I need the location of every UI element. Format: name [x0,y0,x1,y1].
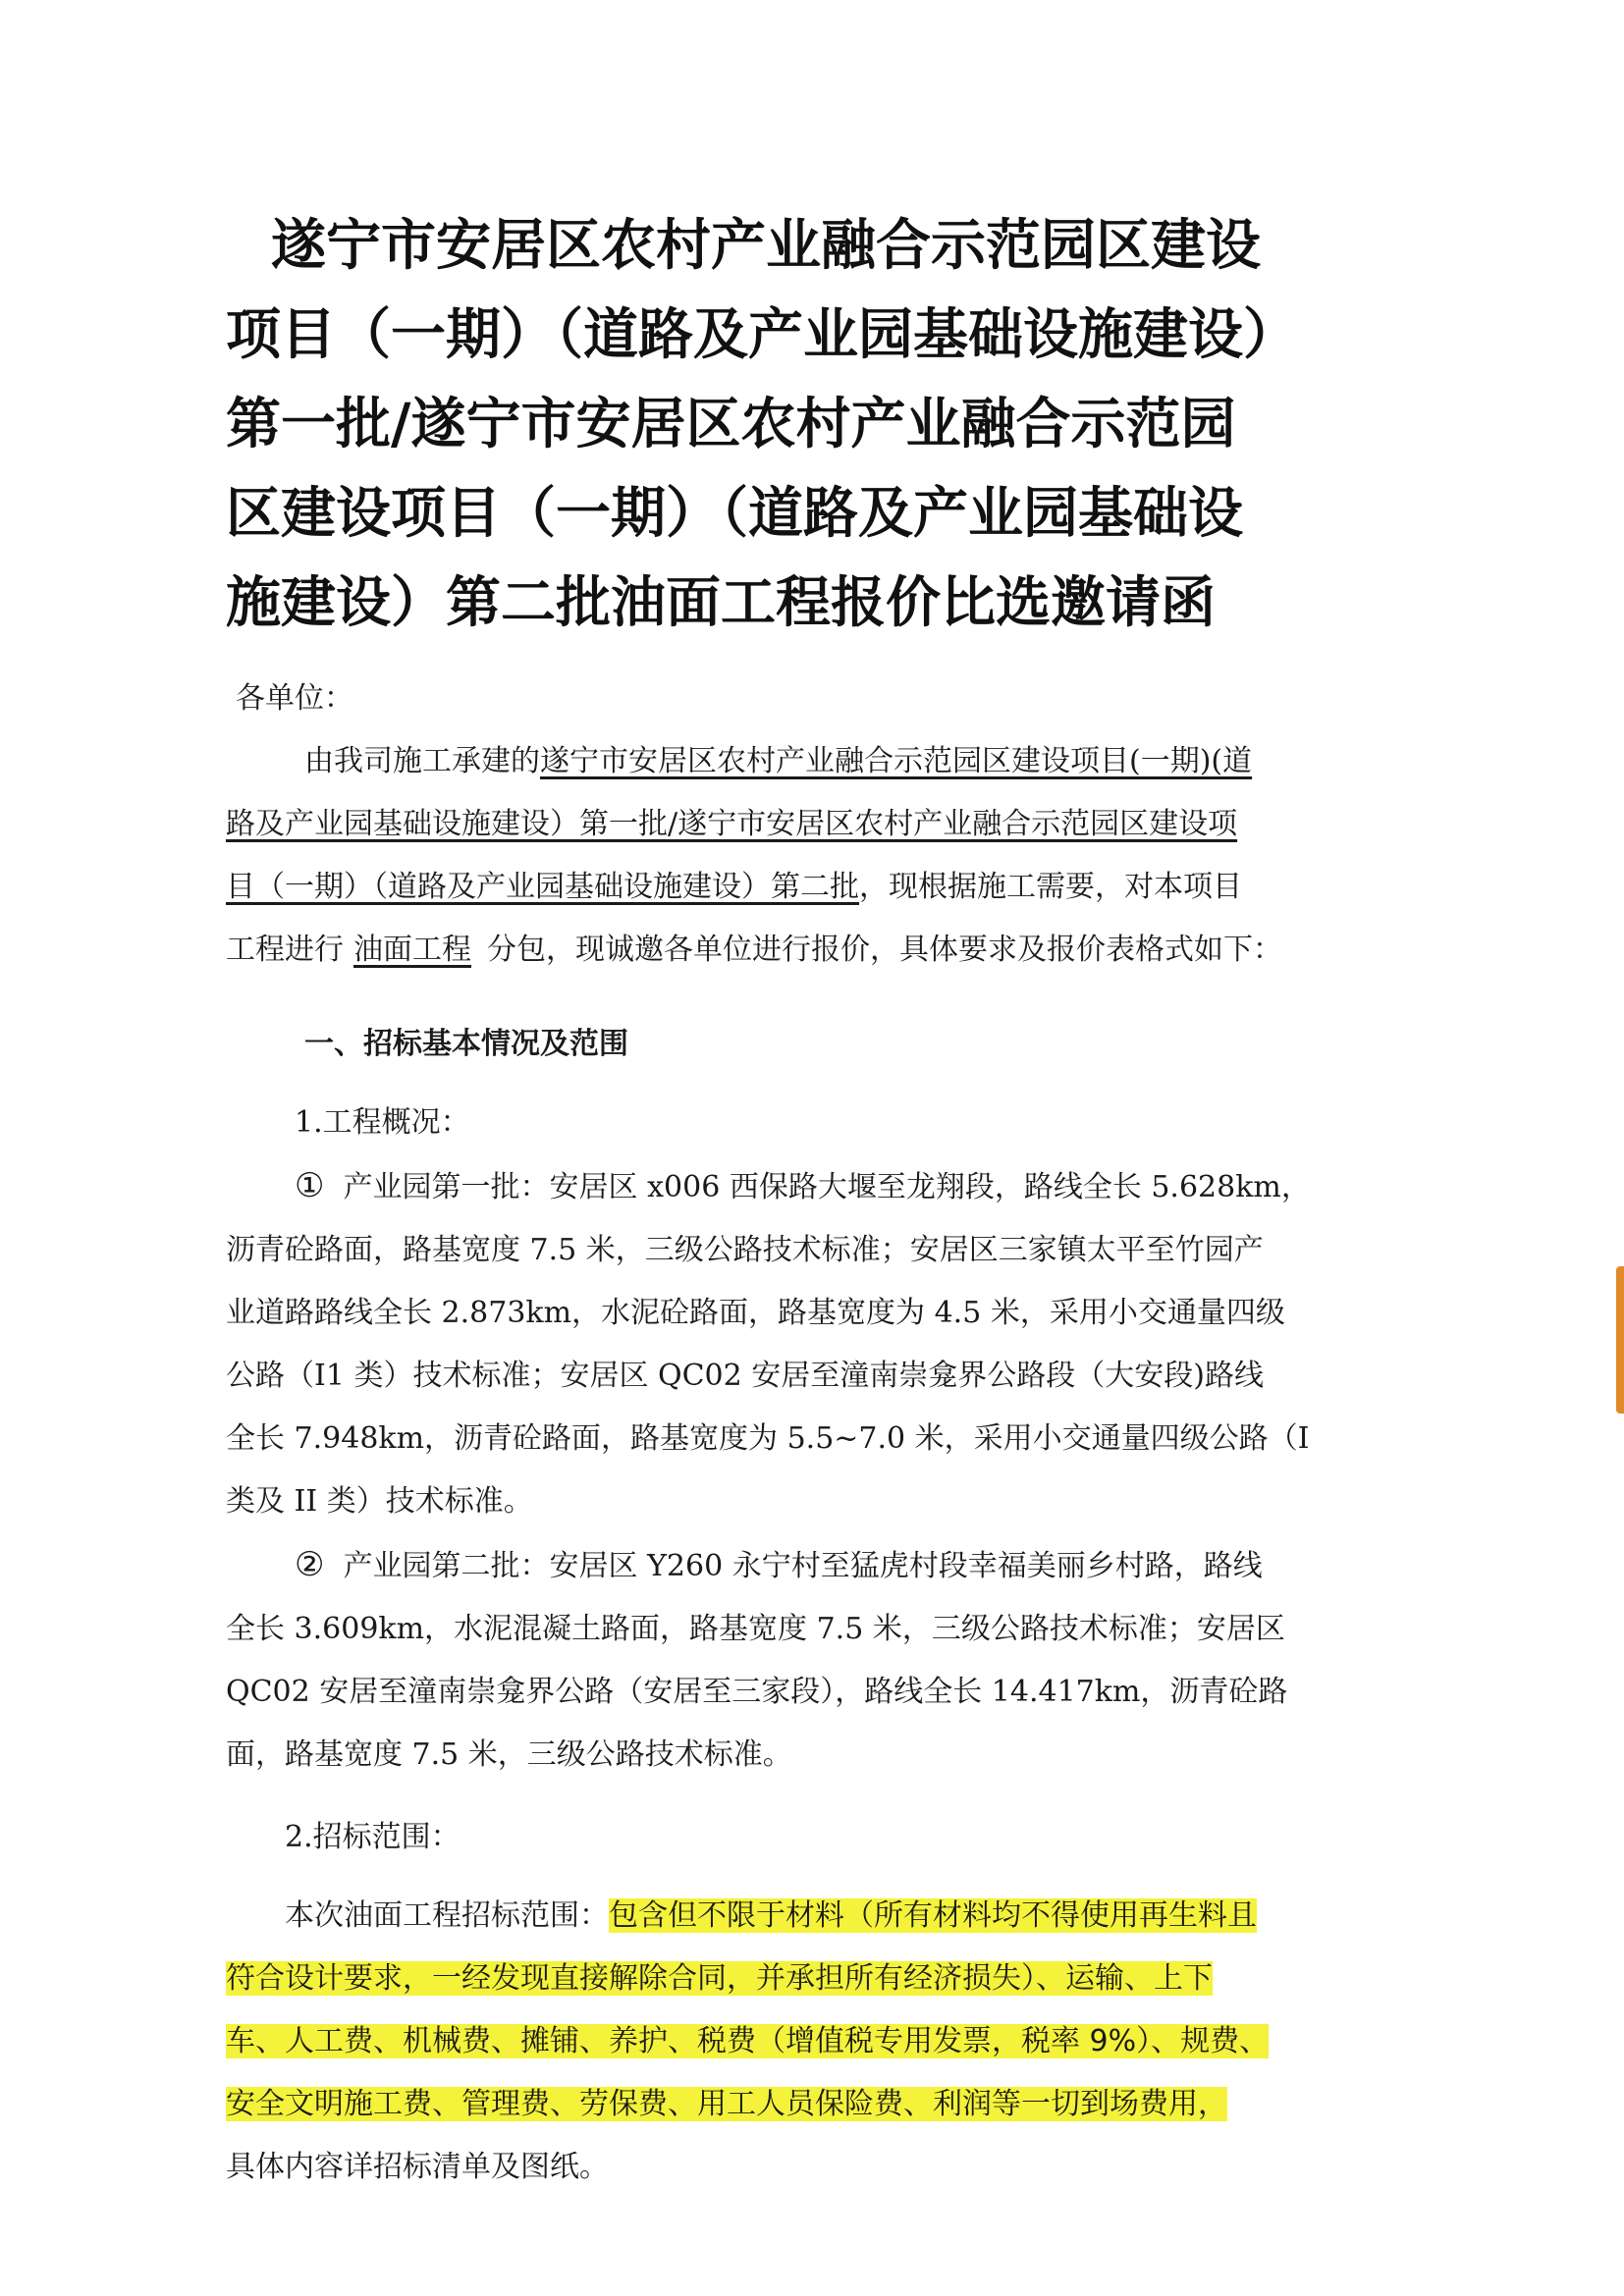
intro-line-1 [226,730,1375,793]
intro-line-3 [226,856,1375,919]
item1-marker: ① [295,1166,325,1205]
sub1-heading: 1.工程概况： [295,1105,470,1140]
title-line: 遂宁市安居区农村产业融合示范园区建设 [271,214,1261,278]
salutation: 各单位： [236,681,353,716]
item1-line: 全长 7.948km，沥青砼路面，路基宽度为 5.5~7.0 米，采用小交通量四级公路（I [226,1421,1310,1456]
title-line: 项目（一期）（道路及产业园基础设施建设） [226,303,1298,367]
section1-heading: 一、招标基本情况及范围 [304,1027,628,1061]
scan-edge-mark [1616,1266,1624,1414]
item1-text: 产业园第一批：安居区 x006 西保路大堰至龙翔段，路线全长 5.628km， [343,1170,1311,1204]
item1-line: 业道路路线全长 2.873km，水泥砼路面，路基宽度为 4.5 米，采用小交通量四级 [226,1296,1285,1330]
item1-line: 沥青砼路面，路基宽度 7.5 米，三级公路技术标准；安居区三家镇太平至竹园产 [226,1233,1264,1267]
intro-line4-prefix: 工程进行 [226,933,344,967]
scope-highlight: 安全文明施工费、管理费、劳保费、用工人员保险费、利润等一切到场费用， [226,2087,1227,2121]
project-name-part: 遂宁市安居区农村产业融合示范园区建设项目(一期)(道 [540,744,1253,778]
item2-line: 全长 3.609km，水泥混凝土路面，路基宽度 7.5 米，三级公路技术标准；安居区 [226,1612,1285,1646]
intro-suffix: ，现根据施工需要，对本项目 [859,870,1242,904]
work-type-field: 油面工程 [353,933,471,967]
scope-line [226,2010,1375,2073]
scope-highlight: 包含但不限于材料（所有材料均不得使用再生料且 [609,1898,1257,1933]
intro-prefix: 由我司施工承建的 [304,744,540,778]
item2-marker: ② [295,1545,325,1584]
item2-line [226,1533,1375,1598]
document-title [226,201,1394,648]
item2-text: 产业园第二批：安居区 Y260 永宁村至猛虎村段幸福美丽乡村路，路线 [343,1549,1263,1583]
scope-prefix: 本次油面工程招标范围： [285,1898,609,1933]
document-body [226,667,1375,2199]
title-line: 区建设项目（一期）（道路及产业园基础设 [226,482,1243,546]
title-line: 第一批/遂宁市安居区农村产业融合示范园 [226,393,1236,456]
scope-highlight: 符合设计要求，一经发现直接解除合同，并承担所有经济损失）、运输、上下 [226,1961,1213,1996]
scope-line [226,1885,1375,1948]
item1-line: 公路（I1 类）技术标准；安居区 QC02 安居至潼南崇龛界公路段（大安段)路线 [226,1359,1264,1393]
scope-tail: 具体内容详招标清单及图纸。 [226,2150,609,2184]
project-name-part: 路及产业园基础设施建设）第一批/遂宁市安居区农村产业融合示范园区建设项 [226,807,1238,841]
scope-line [226,2073,1375,2136]
sub2-heading: 2.招标范围： [285,1820,460,1854]
item1-line: 类及 II 类）技术标准。 [226,1484,533,1519]
title-line: 施建设）第二批油面工程报价比选邀请函 [226,571,1216,635]
item2-line: QC02 安居至潼南崇龛界公路（安居至三家段），路线全长 14.417km，沥青砼路 [226,1675,1288,1709]
project-name-part: 目（一期）（道路及产业园基础设施建设）第二批 [226,870,859,904]
intro-line-2 [226,793,1375,856]
item2-line: 面，路基宽度 7.5 米，三级公路技术标准。 [226,1737,792,1772]
intro-line4-suffix: 分包，现诚邀各单位进行报价，具体要求及报价表格式如下： [487,933,1282,967]
intro-line-4 [226,919,1375,982]
item1-line [226,1154,1375,1219]
scope-line [226,1948,1375,2010]
scope-highlight: 车、人工费、机械费、摊铺、养护、税费（增值税专用发票，税率 9%）、规费、 [226,2024,1270,2058]
